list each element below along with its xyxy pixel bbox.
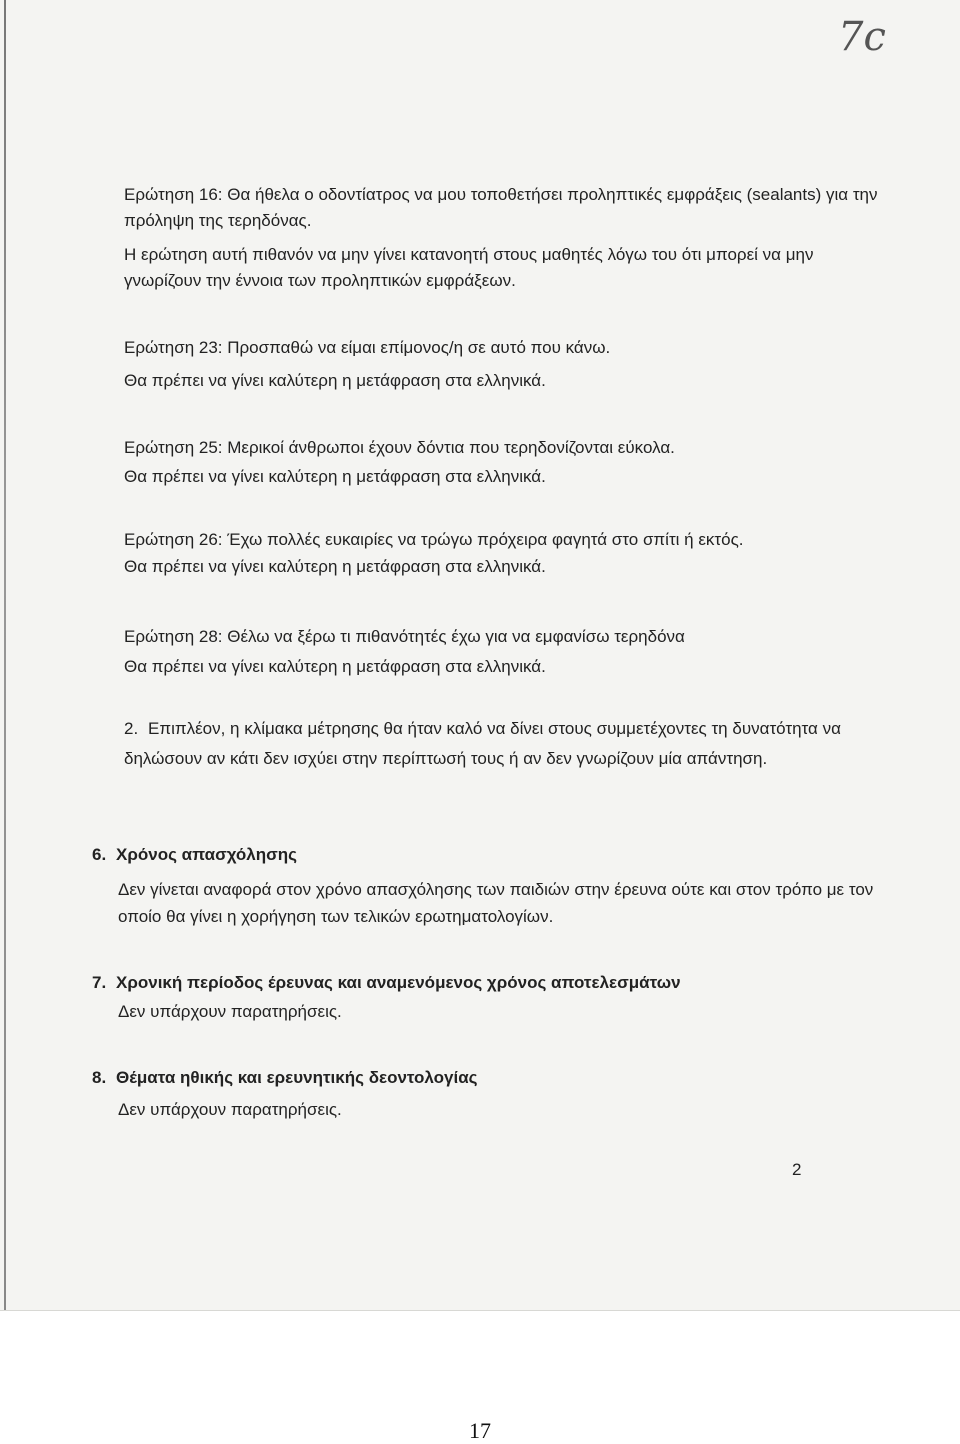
section6-line1: Δεν γίνεται αναφορά στον χρόνο απασχόλησης των παιδιών στην έρευνα ούτε και στον τρόπο με τον bbox=[118, 880, 874, 899]
point2-line2: δηλώσουν αν κάτι δεν ισχύει στην περίπτωσή τους ή αν δεν γνωρίζουν μία απάντηση. bbox=[124, 749, 768, 768]
q26-question: Ερώτηση 26: Έχω πολλές ευκαιρίες να τρώγω πρόχειρα φαγητά στο σπίτι ή εκτός. bbox=[124, 530, 744, 549]
q25-note: Θα πρέπει να γίνει καλύτερη η μετάφραση στα ελληνικά. bbox=[124, 467, 546, 486]
q16-note-line1: Η ερώτηση αυτή πιθανόν να μην γίνει κατανοητή στους μαθητές λόγω του ότι μπορεί να μην bbox=[124, 245, 814, 264]
section7-body: Δεν υπάρχουν παρατηρήσεις. bbox=[118, 1002, 342, 1021]
section6-number: 6. bbox=[92, 845, 107, 864]
section8-title: Θέματα ηθικής και ερευνητικής δεοντολογίας bbox=[116, 1068, 478, 1087]
point2-number: 2. bbox=[124, 719, 139, 738]
section6-title: Χρόνος απασχόλησης bbox=[116, 845, 297, 864]
q28-note: Θα πρέπει να γίνει καλύτερη η μετάφραση στα ελληνικά. bbox=[124, 657, 546, 676]
section7-heading bbox=[92, 972, 681, 994]
q23-note: Θα πρέπει να γίνει καλύτερη η μετάφραση στα ελληνικά. bbox=[124, 371, 546, 390]
section7-number: 7. bbox=[92, 973, 107, 992]
q25-question: Ερώτηση 25: Μερικοί άνθρωποι έχουν δόντια που τερηδονίζονται εύκολα. bbox=[124, 438, 675, 457]
point2-text: Επιπλέον, η κλίμακα μέτρησης θα ήταν καλό να δίνει στους συμμετέχοντες τη δυνατότητα να bbox=[148, 719, 841, 738]
section7-title: Χρονική περίοδος έρευνας και αναμενόμενος χρόνος αποτελεσμάτων bbox=[116, 973, 681, 992]
q16-line2: πρόληψη της τερηδόνας. bbox=[124, 211, 312, 230]
inner-page-number: 2 bbox=[792, 1160, 802, 1179]
q28-question: Ερώτηση 28: Θέλω να ξέρω τι πιθανότητές έχω για να εμφανίσω τερηδόνα bbox=[124, 627, 685, 646]
section8-heading bbox=[92, 1067, 478, 1089]
outer-page-number: 17 bbox=[469, 1418, 491, 1443]
q16-line1: Ερώτηση 16: Θα ήθελα ο οδοντίατρος να μου τοποθετήσει προληπτικές εμφράξεις (sealants) για την bbox=[124, 185, 878, 204]
q16-note-line2: γνωρίζουν την έννοια των προληπτικών εμφράξεων. bbox=[124, 271, 516, 290]
section8-number: 8. bbox=[92, 1068, 107, 1087]
section8-body: Δεν υπάρχουν παρατηρήσεις. bbox=[118, 1100, 342, 1119]
scan-edge bbox=[4, 0, 6, 1310]
handwritten-page-note: 7c bbox=[838, 14, 886, 60]
section6-heading bbox=[92, 844, 297, 866]
point2-line1 bbox=[124, 718, 841, 740]
q23-question: Ερώτηση 23: Προσπαθώ να είμαι επίμονος/η σε αυτό που κάνω. bbox=[124, 338, 611, 357]
q26-note: Θα πρέπει να γίνει καλύτερη η μετάφραση στα ελληνικά. bbox=[124, 557, 546, 576]
section6-line2: οποίο θα γίνει η χορήγηση των τελικών ερωτηματολογίων. bbox=[118, 907, 554, 926]
